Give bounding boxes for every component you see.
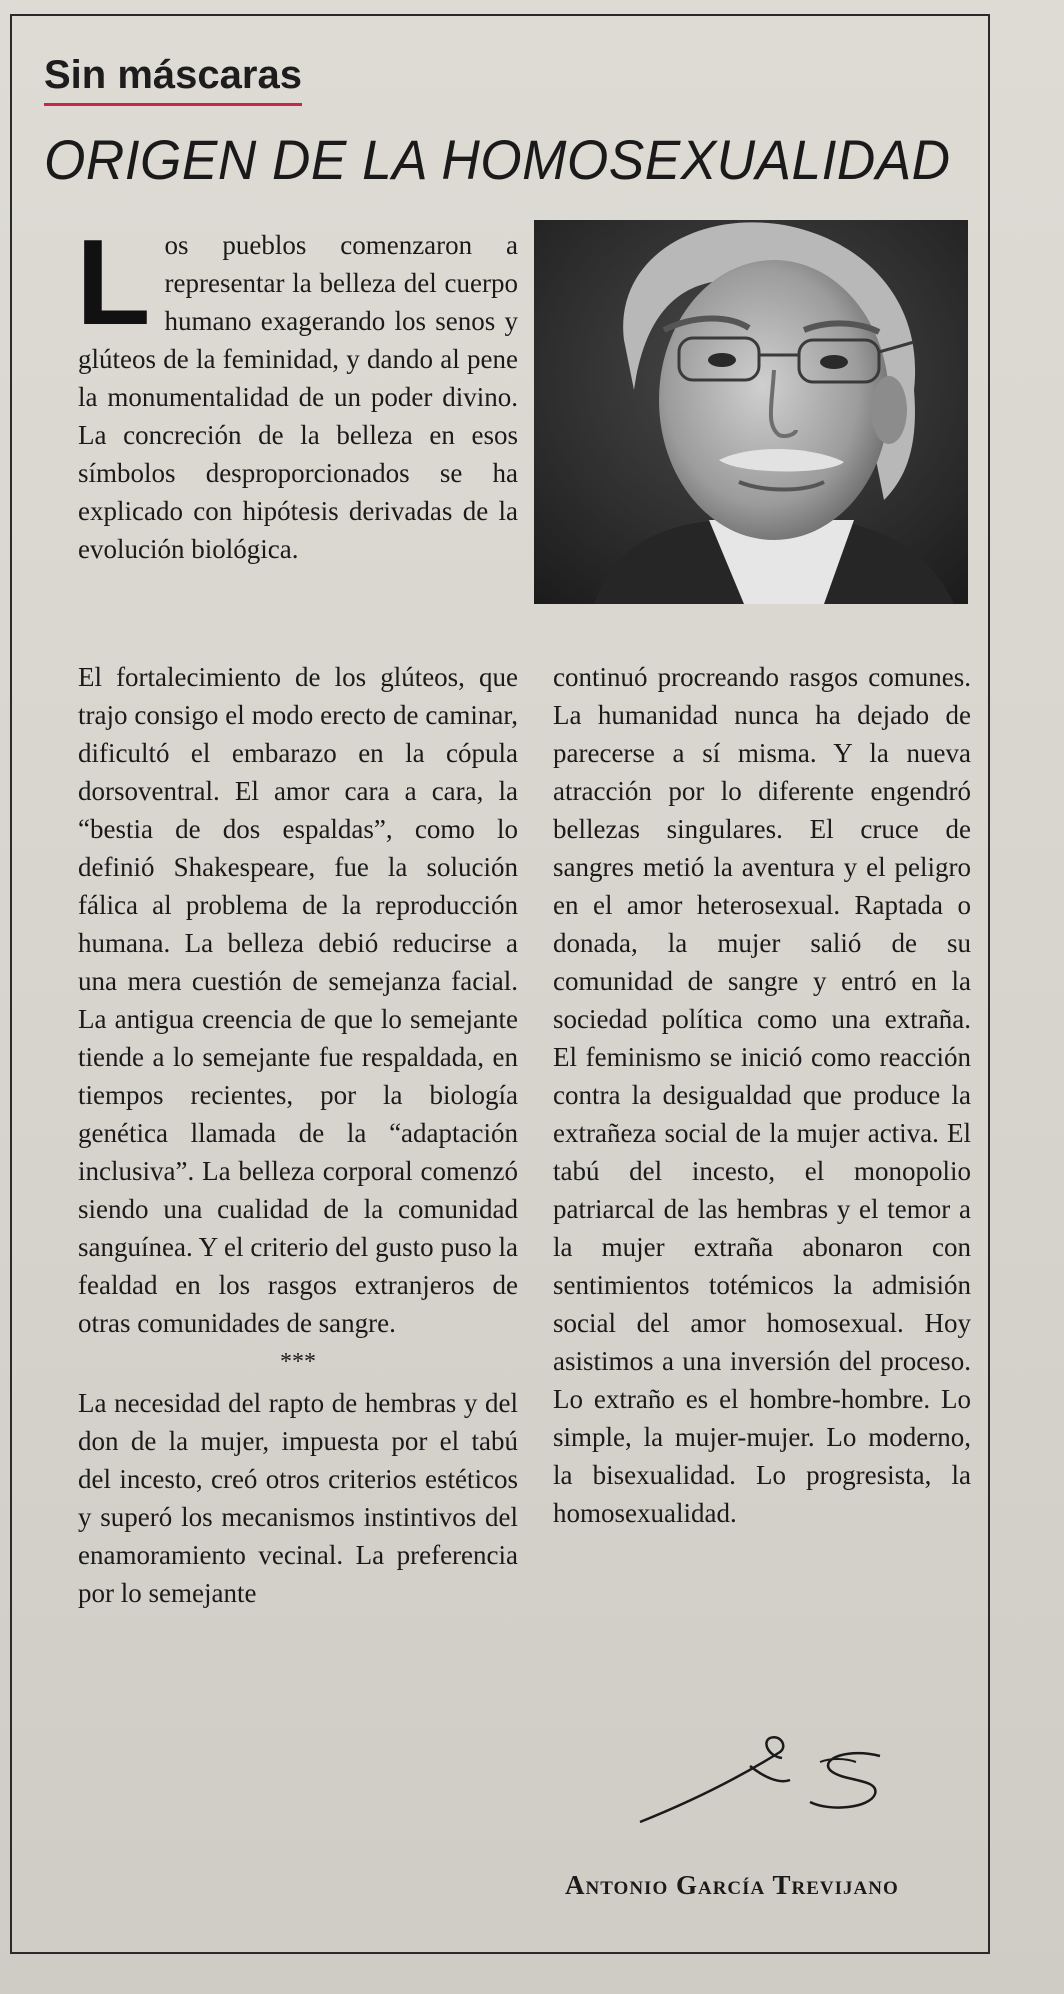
author-byline: Antonio García Trevijano [565, 1870, 899, 1900]
section-separator: *** [280, 1349, 316, 1375]
drop-cap: L [76, 214, 151, 350]
article-paragraph-1: os pueblos comenzaron a representar la belleza del cuerpo humano exagerando los senos y glúteos de la feminidad, y dando al pene la monumentalidad de un poder divino. La concreción de la belleza en esos símbolos desproporcionados se ha explicado con hipótesis derivadas de la evolución biológica. [78, 230, 518, 564]
article-column-top-left [76, 214, 518, 568]
article-title: ORIGEN DE LA HOMOSEXUALIDAD [44, 128, 951, 191]
article-paragraph-3: La necesidad del rapto de hembras y del don de la mujer, impuesta por el tabú del incesto, creó otros criterios estéticos y superó los mecanismos instintivos del enamoramiento vecinal. La preferencia por lo semejante [78, 1388, 518, 1608]
author-signature [630, 1722, 930, 1832]
article-paragraph-4: continuó procreando rasgos comunes. La humanidad nunca ha dejado de parecerse a sí misma. Y la nueva atracción por lo diferente engendró bellezas singulares. El cruce de sangres metió la aventura y el peligro en el amor heterosexual. Raptada o donada, la mujer salió de su comunidad de sangre y entró en la sociedad política como una extraña. El feminismo se inició como reacción contra la desigualdad que produce la extrañeza social de la mujer activa. El tabú del incesto, el monopolio patriarcal de las hembras y el temor a la mujer extraña abonaron con sentimientos totémicos la admisión social del amor homosexual. Hoy asistimos a una inversión del proceso. Lo extraño es el hombre-hombre. Lo simple, la mujer-mujer. Lo moderno, la bisexualidad. Lo progresista, la homosexualidad. [553, 662, 971, 1528]
article-column-left [78, 658, 518, 1612]
article-column-right [553, 658, 971, 1532]
author-portrait-photo [534, 220, 968, 604]
section-heading: Sin máscaras [44, 55, 302, 106]
article-paragraph-2: El fortalecimiento de los glúteos, que trajo consigo el modo erecto de caminar, dificultó el embarazo en la cópula dorsoventral. El amor cara a cara, la “bestia de dos espaldas”, como lo definió Shakespeare, fue la solución fálica al problema de la reproducción humana. La belleza debió reducirse a una mera cuestión de semejanza facial. La antigua creencia de que lo semejante tiende a lo semejante fue respaldada, en tiempos recientes, por la biología genética llamada de la “adaptación inclusiva”. La belleza corporal comenzó siendo una cualidad de la comunidad sanguínea. Y el criterio del gusto puso la fealdad en los rasgos extranjeros de otras comunidades de sangre. [78, 662, 518, 1338]
